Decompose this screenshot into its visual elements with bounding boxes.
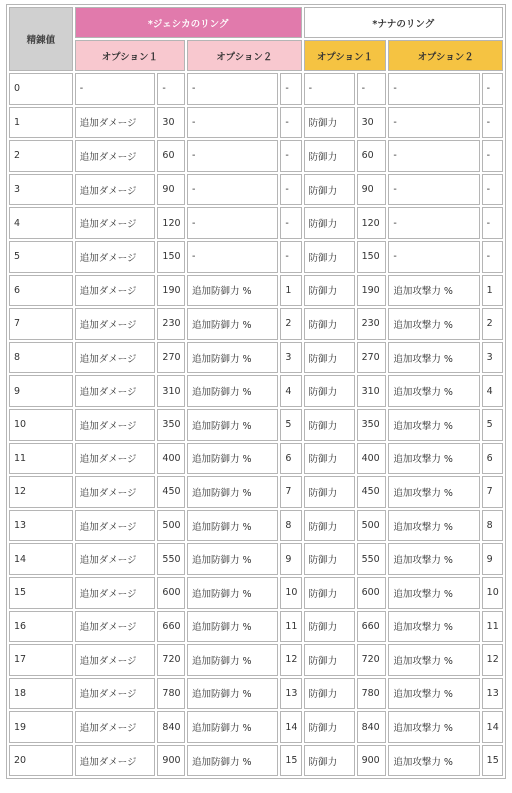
jessica-option2-value: -	[280, 241, 301, 273]
jessica-option1-name: 追加ダメージ	[75, 409, 156, 441]
nana-option2-name: 追加攻撃力 %	[388, 275, 479, 307]
jessica-option1-name: -	[75, 73, 156, 105]
table-row	[9, 140, 503, 172]
table-row	[9, 174, 503, 206]
jessica-option1-name: 追加ダメージ	[75, 476, 156, 508]
nana-option1-name: 防御力	[304, 409, 355, 441]
jessica-option1-value: 230	[157, 308, 185, 340]
nana-option1-value: 660	[357, 611, 387, 643]
jessica-option2-value: 5	[280, 409, 301, 441]
nana-option2-name: 追加攻撃力 %	[388, 510, 479, 542]
nana-option1-value: 840	[357, 711, 387, 743]
nana-option2-value: 12	[482, 644, 503, 676]
jessica-option2-value: -	[280, 107, 301, 139]
nana-option2-name: 追加攻撃力 %	[388, 543, 479, 575]
nana-option1-name: 防御力	[304, 443, 355, 475]
jessica-option2-name: 追加防御力 %	[187, 644, 278, 676]
jessica-option2-value: 3	[280, 342, 301, 374]
table-row	[9, 678, 503, 710]
jessica-option2-header: オプション２	[187, 40, 302, 71]
nana-option2-name: -	[388, 140, 479, 172]
level-cell: 18	[9, 678, 73, 710]
nana-option1-name: 防御力	[304, 241, 355, 273]
jessica-option1-value: 780	[157, 678, 185, 710]
table-row	[9, 510, 503, 542]
nana-option1-name: 防御力	[304, 611, 355, 643]
nana-option2-name: 追加攻撃力 %	[388, 745, 479, 777]
level-cell: 6	[9, 275, 73, 307]
jessica-option1-name: 追加ダメージ	[75, 140, 156, 172]
table-row	[9, 409, 503, 441]
jessica-option1-name: 追加ダメージ	[75, 543, 156, 575]
nana-option2-name: -	[388, 207, 479, 239]
jessica-option1-value: 90	[157, 174, 185, 206]
nana-option2-name: -	[388, 73, 479, 105]
nana-option1-name: 防御力	[304, 342, 355, 374]
nana-option1-value: 500	[357, 510, 387, 542]
jessica-option2-name: 追加防御力 %	[187, 443, 278, 475]
nana-option2-name: 追加攻撃力 %	[388, 678, 479, 710]
level-cell: 14	[9, 543, 73, 575]
jessica-option2-name: -	[187, 107, 278, 139]
jessica-option2-name: -	[187, 174, 278, 206]
nana-option1-value: 270	[357, 342, 387, 374]
jessica-option1-name: 追加ダメージ	[75, 308, 156, 340]
jessica-option2-name: 追加防御力 %	[187, 543, 278, 575]
level-cell: 0	[9, 73, 73, 105]
nana-option2-name: 追加攻撃力 %	[388, 711, 479, 743]
level-cell: 2	[9, 140, 73, 172]
table-row	[9, 207, 503, 239]
table-row	[9, 543, 503, 575]
jessica-option2-name: 追加防御力 %	[187, 375, 278, 407]
table-row	[9, 275, 503, 307]
table-row	[9, 476, 503, 508]
jessica-option2-value: 10	[280, 577, 301, 609]
nana-option2-name: 追加攻撃力 %	[388, 644, 479, 676]
nana-option1-name: 防御力	[304, 107, 355, 139]
jessica-option1-value: 60	[157, 140, 185, 172]
nana-option1-name: 防御力	[304, 745, 355, 777]
jessica-option2-value: 12	[280, 644, 301, 676]
nana-option1-name: 防御力	[304, 678, 355, 710]
jessica-option1-name: 追加ダメージ	[75, 611, 156, 643]
jessica-option1-value: 150	[157, 241, 185, 273]
nana-option1-name: 防御力	[304, 476, 355, 508]
jessica-option2-value: 7	[280, 476, 301, 508]
jessica-option1-name: 追加ダメージ	[75, 510, 156, 542]
nana-option2-value: 7	[482, 476, 503, 508]
nana-option1-value: 720	[357, 644, 387, 676]
jessica-option2-name: 追加防御力 %	[187, 711, 278, 743]
jessica-option1-name: 追加ダメージ	[75, 275, 156, 307]
jessica-option1-value: 500	[157, 510, 185, 542]
jessica-option2-value: -	[280, 140, 301, 172]
nana-option2-name: 追加攻撃力 %	[388, 577, 479, 609]
jessica-option1-value: 400	[157, 443, 185, 475]
jessica-option1-name: 追加ダメージ	[75, 577, 156, 609]
jessica-option1-value: 450	[157, 476, 185, 508]
jessica-option2-value: 2	[280, 308, 301, 340]
level-cell: 16	[9, 611, 73, 643]
nana-option1-value: 90	[357, 174, 387, 206]
jessica-option1-value: 550	[157, 543, 185, 575]
jessica-option1-value: 720	[157, 644, 185, 676]
table-row	[9, 611, 503, 643]
nana-option1-name: 防御力	[304, 644, 355, 676]
nana-option2-value: 8	[482, 510, 503, 542]
nana-option2-name: 追加攻撃力 %	[388, 611, 479, 643]
nana-option2-name: 追加攻撃力 %	[388, 443, 479, 475]
jessica-option1-name: 追加ダメージ	[75, 375, 156, 407]
jessica-option1-name: 追加ダメージ	[75, 644, 156, 676]
jessica-option1-name: 追加ダメージ	[75, 241, 156, 273]
jessica-option2-value: 11	[280, 611, 301, 643]
jessica-option2-name: 追加防御力 %	[187, 577, 278, 609]
nana-option2-value: 9	[482, 543, 503, 575]
nana-option2-value: 3	[482, 342, 503, 374]
nana-option2-value: 14	[482, 711, 503, 743]
level-cell: 11	[9, 443, 73, 475]
jessica-option1-value: 660	[157, 611, 185, 643]
jessica-option2-value: 8	[280, 510, 301, 542]
nana-option1-name: 防御力	[304, 510, 355, 542]
level-cell: 1	[9, 107, 73, 139]
jessica-option1-name: 追加ダメージ	[75, 107, 156, 139]
nana-option1-name: 防御力	[304, 577, 355, 609]
nana-option1-value: 900	[357, 745, 387, 777]
nana-option2-name: 追加攻撃力 %	[388, 476, 479, 508]
nana-option2-value: 10	[482, 577, 503, 609]
nana-option1-name: -	[304, 73, 355, 105]
ring-table-wrapper	[6, 4, 506, 779]
jessica-option2-value: 15	[280, 745, 301, 777]
nana-option1-value: 310	[357, 375, 387, 407]
nana-option1-name: 防御力	[304, 174, 355, 206]
nana-option2-name: 追加攻撃力 %	[388, 409, 479, 441]
ring-option-table	[6, 4, 506, 779]
nana-option1-name: 防御力	[304, 375, 355, 407]
table-row	[9, 308, 503, 340]
level-cell: 3	[9, 174, 73, 206]
level-cell: 10	[9, 409, 73, 441]
jessica-option2-name: 追加防御力 %	[187, 510, 278, 542]
nana-option2-name: -	[388, 241, 479, 273]
jessica-option1-value: 30	[157, 107, 185, 139]
jessica-option2-value: 9	[280, 543, 301, 575]
jessica-option1-name: 追加ダメージ	[75, 342, 156, 374]
jessica-option1-name: 追加ダメージ	[75, 443, 156, 475]
nana-option2-value: -	[482, 107, 503, 139]
jessica-option1-header: オプション１	[75, 40, 185, 71]
nana-option2-value: 2	[482, 308, 503, 340]
nana-option2-value: 15	[482, 745, 503, 777]
jessica-option2-value: 6	[280, 443, 301, 475]
nana-option1-value: 780	[357, 678, 387, 710]
nana-option1-value: 400	[357, 443, 387, 475]
jessica-option1-value: 310	[157, 375, 185, 407]
nana-ring-header: *ナナのリング	[304, 7, 503, 38]
jessica-option2-value: -	[280, 174, 301, 206]
table-row	[9, 241, 503, 273]
jessica-option1-name: 追加ダメージ	[75, 207, 156, 239]
nana-option1-value: 190	[357, 275, 387, 307]
jessica-option1-value: 600	[157, 577, 185, 609]
nana-option1-value: 60	[357, 140, 387, 172]
nana-option1-name: 防御力	[304, 207, 355, 239]
nana-option1-header: オプション１	[304, 40, 387, 71]
level-cell: 12	[9, 476, 73, 508]
jessica-option2-name: 追加防御力 %	[187, 678, 278, 710]
nana-option1-value: 30	[357, 107, 387, 139]
table-row	[9, 711, 503, 743]
table-row	[9, 375, 503, 407]
nana-option2-value: 1	[482, 275, 503, 307]
table-row	[9, 577, 503, 609]
level-cell: 15	[9, 577, 73, 609]
jessica-option1-value: 120	[157, 207, 185, 239]
nana-option1-value: 550	[357, 543, 387, 575]
nana-option2-name: -	[388, 107, 479, 139]
nana-option2-value: -	[482, 241, 503, 273]
nana-option1-value: 600	[357, 577, 387, 609]
level-header: 精錬値	[9, 7, 73, 71]
jessica-option1-value: -	[157, 73, 185, 105]
jessica-option1-value: 900	[157, 745, 185, 777]
table-row	[9, 73, 503, 105]
jessica-option2-name: 追加防御力 %	[187, 342, 278, 374]
level-cell: 9	[9, 375, 73, 407]
table-row	[9, 644, 503, 676]
nana-option1-value: 120	[357, 207, 387, 239]
nana-option2-value: 13	[482, 678, 503, 710]
header-row-groups	[9, 7, 503, 38]
jessica-option1-value: 190	[157, 275, 185, 307]
nana-option1-name: 防御力	[304, 543, 355, 575]
level-cell: 20	[9, 745, 73, 777]
jessica-option2-value: 4	[280, 375, 301, 407]
jessica-option1-name: 追加ダメージ	[75, 745, 156, 777]
nana-option2-value: 4	[482, 375, 503, 407]
nana-option1-value: 450	[357, 476, 387, 508]
table-row	[9, 107, 503, 139]
table-body	[9, 73, 503, 776]
nana-option1-name: 防御力	[304, 711, 355, 743]
level-cell: 17	[9, 644, 73, 676]
nana-option1-name: 防御力	[304, 275, 355, 307]
level-cell: 4	[9, 207, 73, 239]
nana-option1-value: 150	[357, 241, 387, 273]
jessica-option1-name: 追加ダメージ	[75, 711, 156, 743]
level-cell: 7	[9, 308, 73, 340]
nana-option1-value: 230	[357, 308, 387, 340]
nana-option2-value: -	[482, 140, 503, 172]
jessica-option2-name: 追加防御力 %	[187, 476, 278, 508]
jessica-option1-name: 追加ダメージ	[75, 678, 156, 710]
nana-option2-value: 6	[482, 443, 503, 475]
jessica-option2-name: -	[187, 241, 278, 273]
jessica-option2-name: 追加防御力 %	[187, 308, 278, 340]
jessica-option2-name: -	[187, 140, 278, 172]
jessica-option2-name: 追加防御力 %	[187, 745, 278, 777]
table-row	[9, 745, 503, 777]
jessica-option2-name: 追加防御力 %	[187, 275, 278, 307]
jessica-option2-name: -	[187, 207, 278, 239]
nana-option1-name: 防御力	[304, 308, 355, 340]
jessica-option2-name: -	[187, 73, 278, 105]
nana-option1-name: 防御力	[304, 140, 355, 172]
nana-option2-value: 11	[482, 611, 503, 643]
jessica-option1-value: 270	[157, 342, 185, 374]
level-cell: 8	[9, 342, 73, 374]
jessica-option2-name: 追加防御力 %	[187, 409, 278, 441]
jessica-option2-name: 追加防御力 %	[187, 611, 278, 643]
nana-option1-value: -	[357, 73, 387, 105]
nana-option2-header: オプション２	[388, 40, 503, 71]
jessica-option2-value: -	[280, 207, 301, 239]
jessica-option2-value: 13	[280, 678, 301, 710]
nana-option2-name: 追加攻撃力 %	[388, 308, 479, 340]
jessica-option1-value: 350	[157, 409, 185, 441]
jessica-option2-value: 1	[280, 275, 301, 307]
nana-option2-value: -	[482, 174, 503, 206]
nana-option2-value: -	[482, 207, 503, 239]
jessica-option1-value: 840	[157, 711, 185, 743]
nana-option2-name: 追加攻撃力 %	[388, 342, 479, 374]
table-row	[9, 443, 503, 475]
nana-option2-value: -	[482, 73, 503, 105]
jessica-ring-header: *ジェシカのリング	[75, 7, 302, 38]
nana-option1-value: 350	[357, 409, 387, 441]
jessica-option1-name: 追加ダメージ	[75, 174, 156, 206]
table-header	[9, 7, 503, 71]
nana-option2-value: 5	[482, 409, 503, 441]
jessica-option2-value: 14	[280, 711, 301, 743]
level-cell: 13	[9, 510, 73, 542]
level-cell: 5	[9, 241, 73, 273]
level-cell: 19	[9, 711, 73, 743]
nana-option2-name: -	[388, 174, 479, 206]
jessica-option2-value: -	[280, 73, 301, 105]
nana-option2-name: 追加攻撃力 %	[388, 375, 479, 407]
table-row	[9, 342, 503, 374]
header-row-options	[9, 40, 503, 71]
